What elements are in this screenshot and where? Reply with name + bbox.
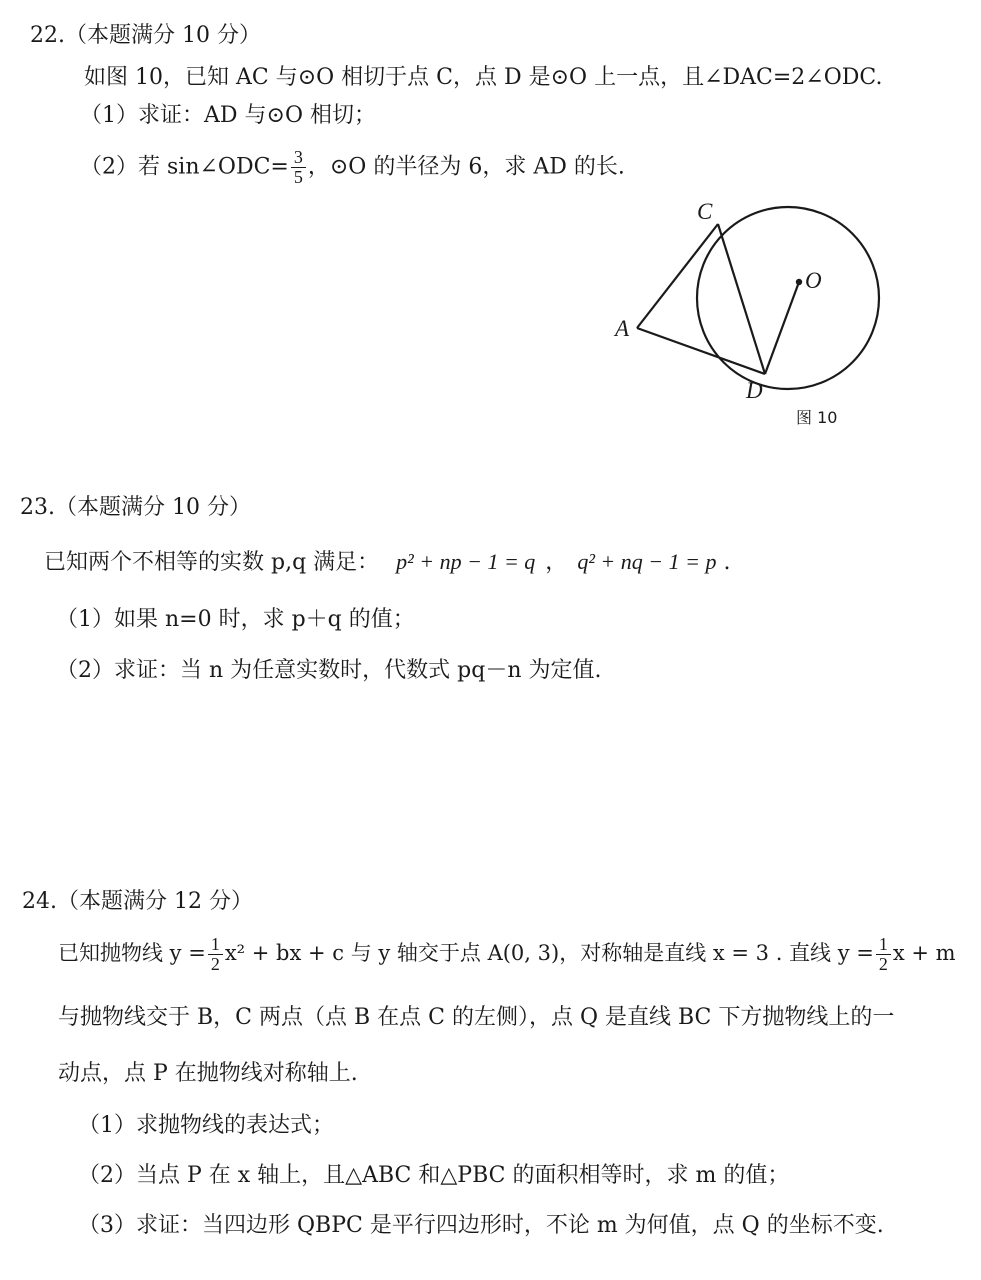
q24-part2: （2）当点 P 在 x 轴上，且△ABC 和△PBC 的面积相等时，求 m 的值；	[78, 1163, 790, 1188]
q24-fraction-2-denominator: 2	[878, 954, 888, 974]
segment-ac	[637, 224, 718, 328]
q23-stem: 已知两个不相等的实数 p,q 满足： p² + np − 1 = q ， q² + nq − 1 = p .	[44, 549, 731, 575]
segment-ad	[637, 328, 765, 374]
q22-header: 22.（本题满分 10 分）	[30, 23, 261, 48]
q24-part3: （3）求证：当四边形 QBPC 是平行四边形时，不论 m 为何值，点 Q 的坐标不变.	[78, 1213, 884, 1238]
q24-line1-c: x + m	[892, 941, 956, 965]
q24-header: 24.（本题满分 12 分）	[22, 889, 253, 914]
label-d: D	[746, 378, 763, 403]
q23-part1: （1）如果 n=0 时，求 p＋q 的值；	[56, 607, 415, 632]
q23-part2: （2）求证：当 n 为任意实数时，代数式 pq－n 为定值.	[56, 658, 602, 683]
q24-line1-b: x² + bx + c 与 y 轴交于点 A(0, 3)，对称轴是直线 x = 3 . 直线 y =	[224, 941, 874, 965]
q24-fraction-2-numerator: 1	[876, 935, 891, 955]
segment-cd	[718, 224, 765, 374]
q24-line1-a: 已知抛物线 y =	[58, 941, 206, 965]
q22-fraction-numerator: 3	[291, 148, 306, 168]
q23-stem-text: 已知两个不相等的实数 p,q 满足：	[44, 550, 380, 575]
q24-fraction-2	[876, 935, 891, 974]
q24-line2: 与抛物线交于 B，C 两点（点 B 在点 C 的左侧），点 Q 是直线 BC 下方抛物线上的一	[58, 1005, 895, 1030]
q23-equation-1: p² + np − 1 = q	[396, 549, 536, 574]
figure-caption: 图 10	[796, 408, 838, 427]
q24-line3: 动点，点 P 在抛物线对称轴上.	[58, 1061, 358, 1086]
q22-part2-suffix: ，⊙O 的半径为 6，求 AD 的长.	[307, 154, 625, 180]
q22-stem: 如图 10，已知 AC 与⊙O 相切于点 C，点 D 是⊙O 上一点，且∠DAC=2∠ODC.	[84, 65, 883, 90]
q22-part2-prefix: （2）若 sin∠ODC=	[80, 154, 289, 180]
center-point-o	[796, 279, 802, 285]
q24-fraction-1-numerator: 1	[208, 935, 223, 955]
circle-o	[697, 207, 879, 389]
segment-od	[765, 282, 799, 374]
q23-header: 23.（本题满分 10 分）	[20, 495, 251, 520]
q23-equation-2: q² + nq − 1 = p	[577, 549, 717, 574]
q24-line1	[58, 935, 956, 974]
q24-fraction-1-denominator: 2	[210, 954, 220, 974]
label-a: A	[615, 316, 630, 341]
label-o: O	[805, 268, 822, 293]
q22-fraction-denominator: 5	[293, 167, 303, 187]
label-c: C	[697, 199, 713, 224]
q24-fraction-1	[208, 935, 223, 974]
q22-part1: （1）求证：AD 与⊙O 相切；	[80, 103, 376, 128]
q24-part1: （1）求抛物线的表达式；	[78, 1113, 334, 1138]
